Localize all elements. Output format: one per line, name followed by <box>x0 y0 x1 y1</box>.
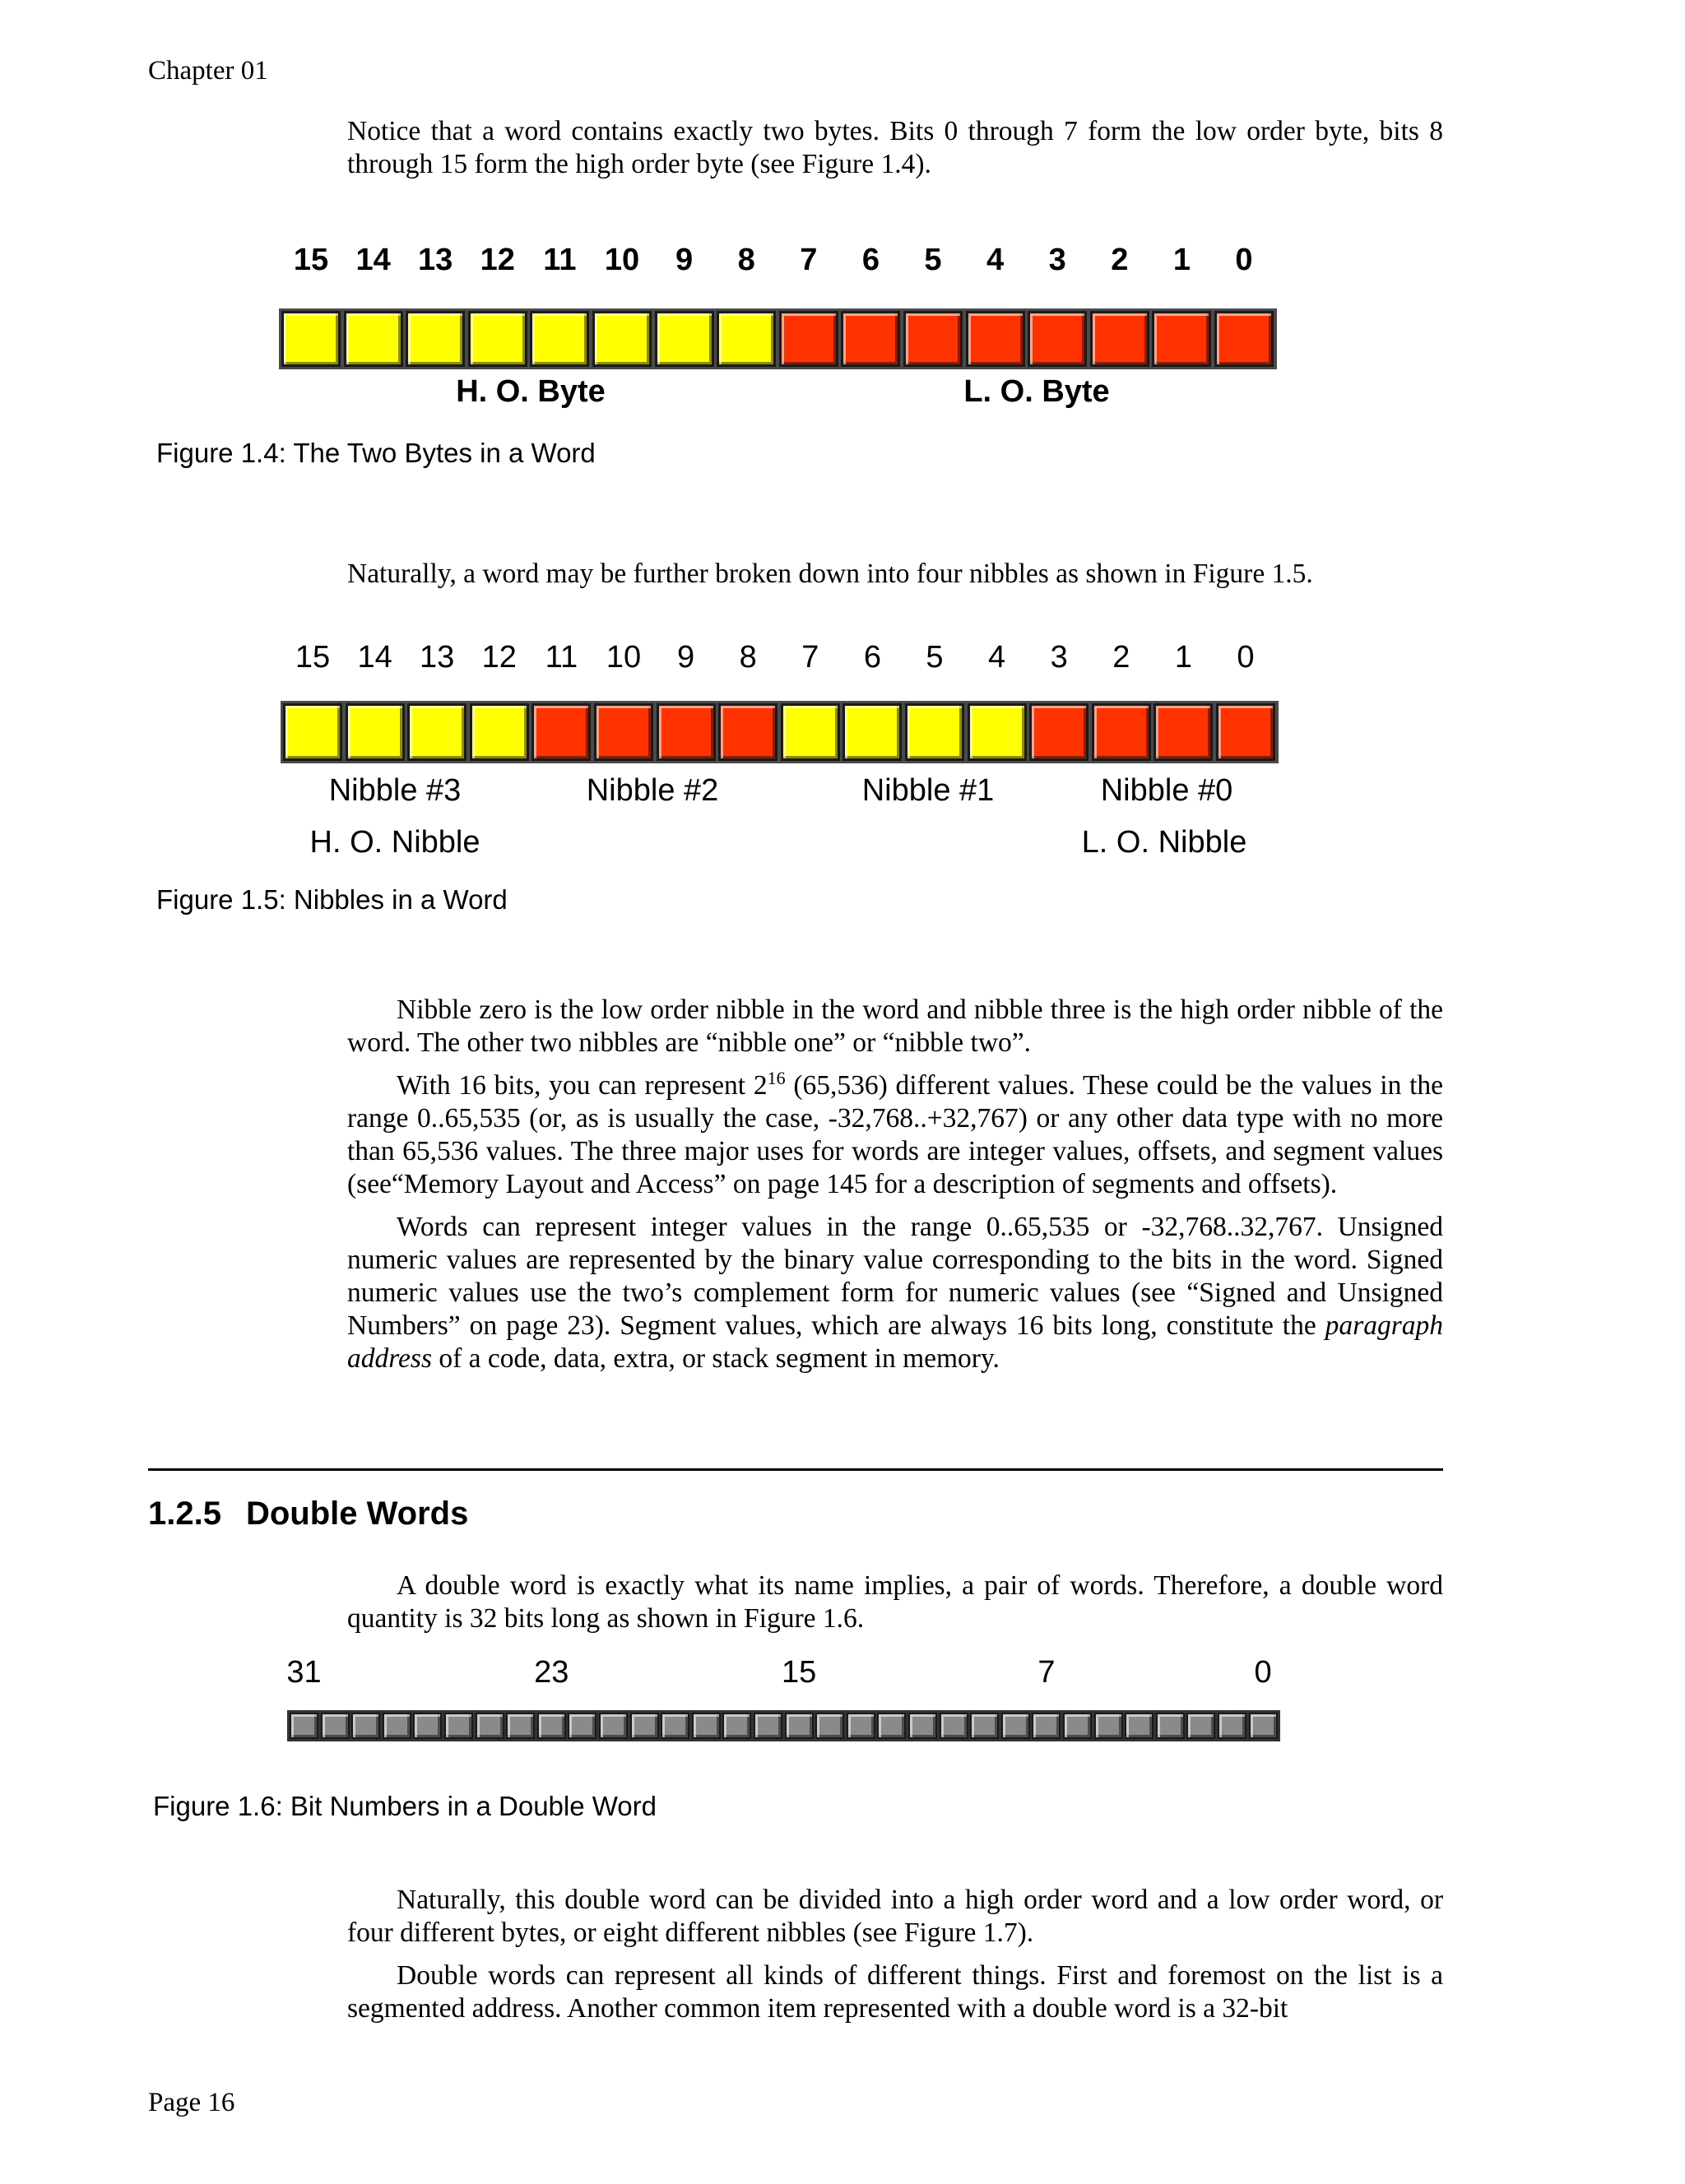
bit-number-12: 12 <box>481 640 517 675</box>
body-paragraph-2: With 16 bits, you can represent $2^{16}$ (65,536) different values. These could be the values in the range 0..65,535 (or, as is usually the case, -32,768..+32,767) or any other data type with no more than 65,536 values. The three major uses for words are integer values, offsets, and segment values (see“Memory Layout and Access” on page 145 for a description of segments and offsets). <box>347 1067 1443 1199</box>
dword-bit-cell-24 <box>506 1713 535 1739</box>
bit-cell-1 <box>1154 703 1213 761</box>
bit-number-3: 3 <box>1050 640 1068 675</box>
bit-number-6: 6 <box>861 243 880 277</box>
bit-number-7: 7 <box>800 243 818 277</box>
dword-bit-cell-12 <box>877 1713 906 1739</box>
dword-bit-cell-3 <box>1156 1713 1185 1739</box>
bit-number-13: 13 <box>420 640 455 675</box>
intro-paragraph <box>347 115 1443 191</box>
section-title: Double Words <box>245 1495 469 1532</box>
closing-text <box>347 1884 1443 2035</box>
bit-cell-5 <box>903 311 963 367</box>
dword-bit-cell-13 <box>847 1713 875 1739</box>
fig15-ho-nibble-label: H. O. Nibble <box>309 825 480 860</box>
dword-bit-cell-28 <box>383 1713 411 1739</box>
bit-number-9: 9 <box>677 640 695 675</box>
dword-bit-label-0: 0 <box>1254 1655 1272 1690</box>
dword-bit-cell-31 <box>290 1713 318 1739</box>
bit-cell-5 <box>905 703 964 761</box>
bit-cell-8 <box>718 703 778 761</box>
bit-cell-3 <box>1028 311 1087 367</box>
bit-number-5: 5 <box>926 640 944 675</box>
bit-number-15: 15 <box>295 640 331 675</box>
section-rule <box>148 1468 1443 1471</box>
bit-number-1: 1 <box>1174 640 1192 675</box>
bit-number-14: 14 <box>357 640 392 675</box>
fig15-caption: Figure 1.5: Nibbles in a Word <box>156 884 508 915</box>
bit-number-6: 6 <box>863 640 881 675</box>
bit-cell-0 <box>1216 703 1275 761</box>
bit-cell-3 <box>1029 703 1089 761</box>
bit-number-4: 4 <box>988 640 1006 675</box>
dword-bit-cell-23 <box>537 1713 566 1739</box>
dword-bit-cell-26 <box>444 1713 473 1739</box>
closing-paragraph-1: Naturally, this double word can be divided into a high order word and a low order word, or four different bytes, or eight different nibbles (see Figure 1.7). <box>347 1885 1443 1948</box>
fig15-nibble0-label: Nibble #0 <box>1100 773 1233 808</box>
dword-bit-label-15: 15 <box>781 1655 817 1690</box>
dword-bit-label-7: 7 <box>1037 1655 1056 1690</box>
running-head: Chapter 01 <box>148 56 268 86</box>
bit-cell-10 <box>592 311 652 367</box>
nibble-intro-paragraph <box>347 558 1443 600</box>
bit-number-12: 12 <box>480 243 515 277</box>
dword-bit-cell-21 <box>599 1713 628 1739</box>
dword-bit-cell-18 <box>692 1713 721 1739</box>
section-number: 1.2.5 <box>148 1495 221 1532</box>
body-paragraph-3: Words can represent integer values in the range 0..65,535 or -32,768..32,767. Unsigned numeric values are represented by the binary value corresponding to the bits in the word. Signed numeric values use the two’s complement form for numeric values (see “Signed and Unsigned Numbers” on page 23). Segment values, which are always 16 bits long, constitute the paragraph address of a code, data, extra, or stack segment in memory. <box>347 1212 1443 1374</box>
bit-cell-15 <box>283 703 342 761</box>
dword-bit-cell-11 <box>908 1713 937 1739</box>
bit-number-2: 2 <box>1112 640 1130 675</box>
bit-number-0: 0 <box>1237 640 1255 675</box>
intro-text: Notice that a word contains exactly two bytes. Bits 0 through 7 form the low order byte, bits 8 through 15 form the high order byte (see Figure 1.4). <box>347 116 1443 179</box>
page-number: Page 16 <box>148 2088 235 2117</box>
fig15-nibble3-label: Nibble #3 <box>328 773 462 808</box>
fig16-caption: Figure 1.6: Bit Numbers in a Double Word <box>153 1791 657 1821</box>
bit-number-8: 8 <box>737 243 755 277</box>
bit-cell-7 <box>779 311 838 367</box>
dword-bit-cell-20 <box>630 1713 659 1739</box>
bit-cell-13 <box>406 311 465 367</box>
bit-cell-0 <box>1214 311 1274 367</box>
bit-number-0: 0 <box>1235 243 1253 277</box>
dword-bit-cell-4 <box>1125 1713 1154 1739</box>
fig15-nibble1-label: Nibble #1 <box>861 773 995 808</box>
dword-bit-cell-27 <box>413 1713 442 1739</box>
dword-bit-cell-19 <box>661 1713 689 1739</box>
dword-bit-cell-15 <box>785 1713 814 1739</box>
bit-cell-9 <box>655 311 714 367</box>
bit-cell-6 <box>842 703 902 761</box>
dword-intro-paragraph <box>347 1570 1443 1645</box>
fig15-lo-nibble-label: L. O. Nibble <box>1081 825 1247 860</box>
bit-cell-8 <box>717 311 776 367</box>
bit-number-2: 2 <box>1111 243 1129 277</box>
bit-cell-13 <box>407 703 467 761</box>
body-paragraph-1: Nibble zero is the low order nibble in the word and nibble three is the high order nibble of the word. The other two nibbles are “nibble one” or “nibble two”. <box>347 995 1443 1058</box>
bit-number-3: 3 <box>1048 243 1066 277</box>
bit-cell-2 <box>1090 311 1149 367</box>
bit-cell-1 <box>1152 311 1211 367</box>
bit-cell-7 <box>781 703 840 761</box>
dword-bit-cell-14 <box>815 1713 844 1739</box>
bit-number-11: 11 <box>545 640 578 675</box>
dword-bit-cell-5 <box>1094 1713 1123 1739</box>
bit-cell-4 <box>966 311 1025 367</box>
body-text <box>347 994 1443 1385</box>
bit-number-1: 1 <box>1172 243 1191 277</box>
dword-bit-cell-25 <box>476 1713 504 1739</box>
section-heading <box>148 1495 468 1533</box>
bit-cell-11 <box>531 703 591 761</box>
dword-bit-cell-7 <box>1032 1713 1061 1739</box>
bit-cell-15 <box>281 311 341 367</box>
bit-cell-10 <box>594 703 653 761</box>
bit-cell-4 <box>968 703 1027 761</box>
dword-intro-text: A double word is exactly what its name implies, a pair of words. Therefore, a double word quantity is 32 bits long as shown in Figure 1.6. <box>347 1570 1443 1634</box>
bit-cell-11 <box>530 311 589 367</box>
dword-bit-label-31: 31 <box>286 1655 322 1690</box>
bit-number-5: 5 <box>924 243 942 277</box>
dword-bit-cell-0 <box>1249 1713 1278 1739</box>
exponent: 16 <box>767 1067 786 1088</box>
bit-number-4: 4 <box>986 243 1005 277</box>
fig14-lo-byte-label: L. O. Byte <box>963 374 1110 409</box>
bit-number-9: 9 <box>675 243 694 277</box>
dword-bit-cell-2 <box>1186 1713 1215 1739</box>
dword-bit-label-23: 23 <box>534 1655 569 1690</box>
bit-cell-14 <box>346 703 405 761</box>
bit-number-15: 15 <box>293 243 329 277</box>
dword-bit-cell-10 <box>940 1713 968 1739</box>
dword-bit-cell-17 <box>722 1713 751 1739</box>
fig15-nibble2-label: Nibble #2 <box>586 773 719 808</box>
bit-number-10: 10 <box>606 640 642 675</box>
paragraph-address-term: paragraph address <box>347 1310 1443 1374</box>
fig14-ho-byte-label: H. O. Byte <box>456 374 606 409</box>
closing-paragraph-2: Double words can represent all kinds of different things. First and foremost on the list is a segmented address. Another common item represented with a double word is a 32-bit <box>347 1960 1443 2024</box>
dword-bit-cell-8 <box>1001 1713 1030 1739</box>
dword-bit-cell-16 <box>754 1713 782 1739</box>
bit-number-11: 11 <box>543 243 577 277</box>
dword-bit-cell-30 <box>321 1713 350 1739</box>
bit-cell-12 <box>468 311 527 367</box>
bit-cell-12 <box>470 703 529 761</box>
bit-number-13: 13 <box>418 243 453 277</box>
dword-bit-cell-29 <box>351 1713 380 1739</box>
bit-number-14: 14 <box>355 243 391 277</box>
bit-number-7: 7 <box>801 640 819 675</box>
dword-bit-cell-22 <box>568 1713 596 1739</box>
bit-cell-6 <box>841 311 900 367</box>
bit-cell-9 <box>657 703 716 761</box>
bit-cell-2 <box>1092 703 1151 761</box>
bit-cell-14 <box>344 311 403 367</box>
bit-number-10: 10 <box>604 243 640 277</box>
dword-bit-cell-6 <box>1063 1713 1092 1739</box>
fig14-caption: Figure 1.4: The Two Bytes in a Word <box>156 438 596 468</box>
dword-bit-cell-1 <box>1218 1713 1246 1739</box>
dword-bit-cell-9 <box>970 1713 999 1739</box>
nibble-intro-text: Naturally, a word may be further broken down into four nibbles as shown in Figure 1.5. <box>347 559 1313 589</box>
bit-number-8: 8 <box>739 640 757 675</box>
